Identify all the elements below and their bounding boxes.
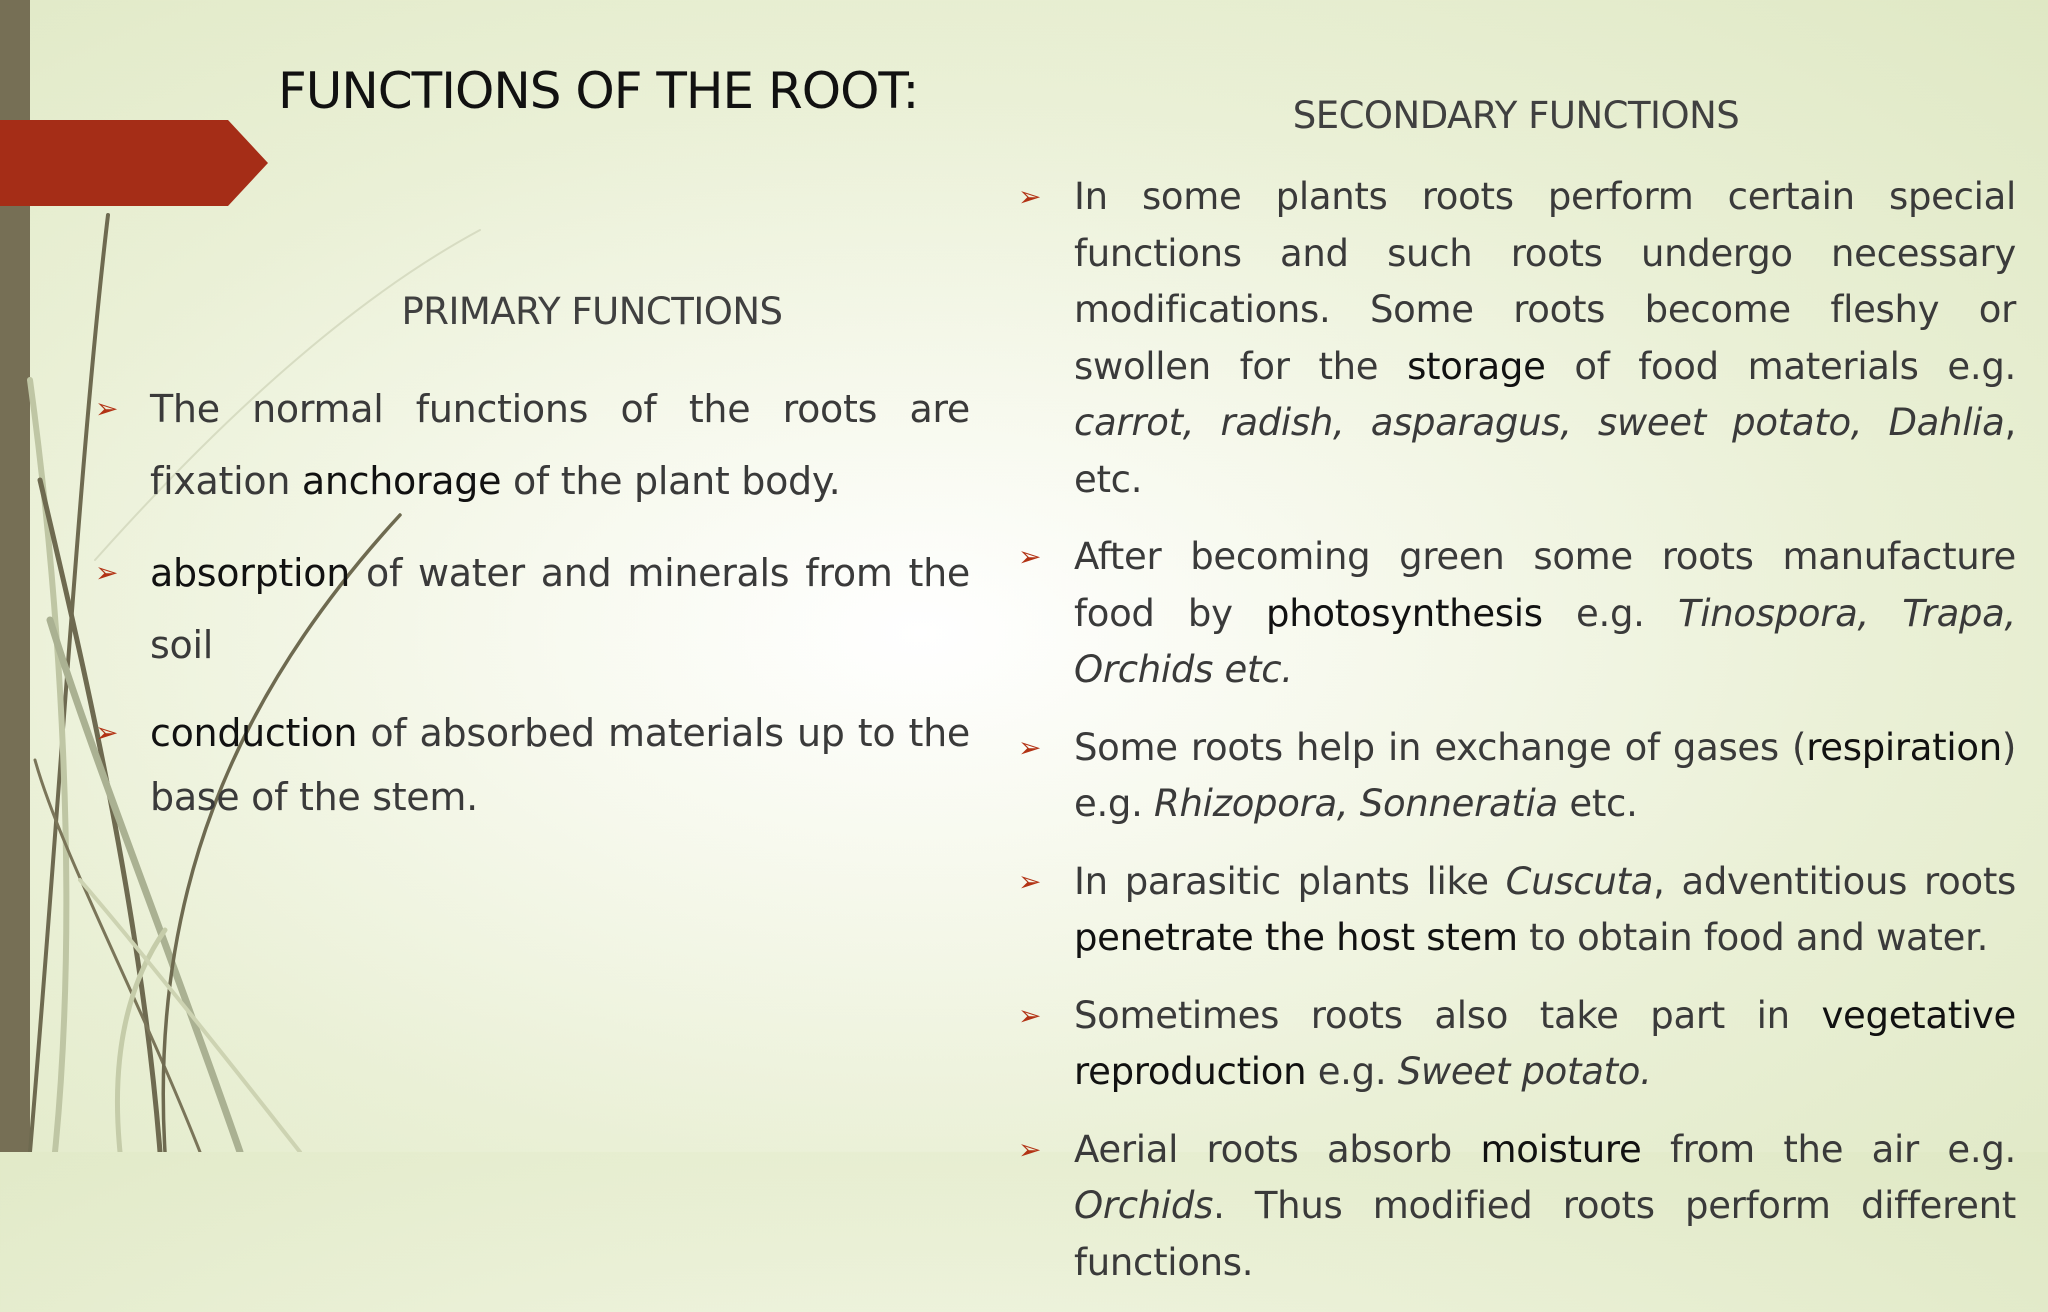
key-term: vegetative reproduction [1074, 993, 2016, 1093]
example-names: Orchids [1074, 1184, 1214, 1227]
list-item: ➢ Aerial roots absorb moisture from the air e.g. Orchids. Thus modified roots perform different functions. [1018, 1122, 2016, 1292]
list-item: ➢ conduction of absorbed materials up to the base of the stem. [95, 701, 970, 829]
key-term: photosynthesis [1266, 591, 1543, 635]
list-item: ➢ Some roots help in exchange of gases (respiration) e.g. Rhizopora, Sonneratia etc. [1018, 720, 2016, 833]
key-term: storage [1407, 344, 1546, 388]
key-term: absorption [150, 551, 350, 595]
arrowhead-bullet-icon: ➢ [1018, 180, 1042, 213]
list-item: ➢ In parasitic plants like Cuscuta, adventitious roots penetrate the host stem to obtain food and water. [1018, 854, 2016, 967]
arrowhead-bullet-icon: ➢ [1018, 540, 1042, 573]
example-names: Tinospora, Trapa, Orchids etc. [1074, 591, 2017, 691]
arrowhead-bullet-icon: ➢ [1018, 998, 1042, 1032]
arrowhead-bullet-icon: ➢ [1018, 1132, 1042, 1166]
example-names: carrot, radish, asparagus, sweet potato, Dahlia [1074, 401, 2005, 444]
arrowhead-bullet-icon: ➢ [95, 392, 119, 425]
example-names: Rhizopora, Sonneratia [1154, 782, 1558, 825]
key-term: moisture [1480, 1127, 1642, 1171]
list-item: ➢ In some plants roots perform certain special functions and such roots undergo necessary modifications. Some roots become fleshy or swollen for the storage of food materials e.g. carrot, radish, asparagus, sweet potato, Dahlia, etc. [1018, 169, 2016, 508]
secondary-functions-heading: SECONDARY FUNCTIONS [1292, 94, 1740, 137]
key-term: respiration [1806, 725, 2002, 769]
arrowhead-bullet-icon: ➢ [95, 716, 119, 749]
primary-functions-heading: PRIMARY FUNCTIONS [401, 290, 783, 333]
key-term: penetrate the host stem [1074, 916, 1518, 959]
red-arrow-tab [0, 120, 268, 206]
list-item: ➢ absorption of water and minerals from the soil [95, 537, 970, 681]
arrowhead-bullet-icon: ➢ [95, 556, 119, 589]
secondary-functions-list [1018, 169, 2016, 1312]
arrowhead-bullet-icon: ➢ [1018, 864, 1042, 898]
list-item: ➢ The normal functions of the roots are fixation anchorage of the plant body. [95, 373, 970, 517]
arrowhead-bullet-icon: ➢ [1018, 730, 1042, 764]
list-item: ➢ After becoming green some roots manufacture food by photosynthesis e.g. Tinospora, Trapa, Orchids etc. [1018, 529, 2016, 699]
primary-functions-list [95, 373, 970, 849]
key-term: conduction [150, 711, 358, 755]
list-item: ➢ Sometimes roots also take part in vegetative reproduction e.g. Sweet potato. [1018, 988, 2016, 1101]
key-term: anchorage [301, 459, 502, 503]
example-names: Sweet potato. [1397, 1050, 1652, 1093]
example-names: Cuscuta [1505, 859, 1654, 903]
slide-title: FUNCTIONS OF THE ROOT: [278, 62, 919, 120]
